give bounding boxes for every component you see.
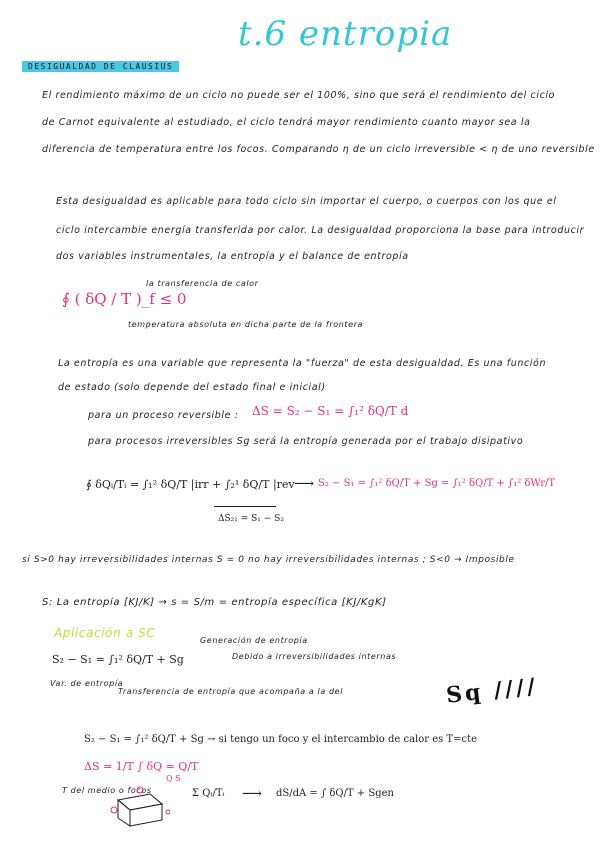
page-title: t.6 entropia (238, 14, 453, 54)
signature-scribble: Sq //// (444, 673, 540, 709)
generation-note: Debido a irreversibilidades internas (232, 652, 397, 661)
para1-line2: de Carnot equivalente al estudiado, el ciclo tendrá mayor rendimiento cuanto mayor sea la (42, 117, 531, 128)
para2-line1: Esta desigualdad es aplicable para todo ciclo sin importar el cuerpo, o cuerpos con los que el (56, 196, 557, 207)
entropy-units: S: La entropía [KJ/K] → s = S/m = entropía específica [KJ/KgK] (42, 597, 387, 608)
bottom-arrow: ⟶ (242, 786, 263, 802)
constant-t-sub: Q S (166, 774, 181, 783)
para2-line2: ciclo intercambie energía transferida por calor. La desigualdad proporciona la base para introducir (56, 225, 585, 236)
para3-line1: La entropía es una variable que representa la "fuerza" de esta desigualdad. Es una función (58, 358, 547, 369)
clausius-note-top: la transferencia de calor (146, 279, 259, 288)
clausius-inequality: ∮ ( δQ / T )_f ≤ 0 (62, 290, 187, 308)
bottom-formula: S₂ − S₁ = ∫₁² δQ/T + Sg → si tengo un foco y el intercambio de calor es T=cte (84, 734, 478, 745)
generation-label: Generación de entropía (200, 636, 308, 645)
constant-t-formula: ΔS = 1/T ∫ δQ = Q/T (84, 760, 199, 773)
application-heading: Aplicación a SC (54, 626, 156, 640)
section-tag: DESIGUALDAD DE CLAUSIUS (22, 61, 179, 72)
application-formula: S₂ − S₁ = ∫₁² δQ/T + Sg (52, 653, 184, 666)
para2-line3: dos variables instrumentales, la entropía y el balance de entropía (56, 251, 409, 262)
cycle-under-label: ΔS₂₁ = S₁ − S₂ (218, 514, 284, 524)
para1-line3: diferencia de temperatura entre los focos. Comparando η de un ciclo irreversible < η de uno reversible (42, 144, 595, 155)
irreversible-line: para procesos irreversibles Sg será la entropía generada por el trabajo disipativo (88, 436, 524, 447)
rate-formula: dS/dA = ∫ δQ/T + Sgen (276, 788, 394, 799)
cycle-left-formula: ∮ δQᵢ/Tᵢ = ∫₁² δQ/T |irr + ∫₂¹ δQ/T |rev (86, 478, 295, 491)
para3-line2: de estado (solo depende del estado final e inicial) (58, 382, 326, 393)
reversible-formula: ΔS = S₂ − S₁ = ∫₁² δQ/T d (252, 404, 409, 418)
entropy-condition: si S>0 hay irreversibilidades internas S = 0 no hay irreversibilidades internas ; S<0 → Imposible (22, 555, 515, 565)
reversible-label: para un proceso reversible : (88, 410, 239, 421)
clausius-note-bottom: temperatura absoluta en dicha parte de la frontera (128, 320, 364, 329)
sum-formula: Σ Qᵢ/Tᵢ (192, 788, 225, 799)
cycle-right-formula: S₂ − S₁ = ∫₁² δQ/T + Sg = ∫₁² δQ/T + ∫₁² δWr/T (318, 478, 556, 489)
cycle-brace (214, 506, 276, 507)
control-volume-box (110, 782, 170, 830)
variation-label: Var. de entropía (50, 679, 124, 688)
cycle-arrow: ⟶ (294, 476, 315, 492)
foco-label: T del medio o focos (62, 786, 152, 795)
transfer-label: Transferencia de entropía que acompaña a la del (118, 687, 344, 696)
para1-line1: El rendimiento máximo de un ciclo no puede ser el 100%, sino que será el rendimiento del ciclo (42, 90, 556, 101)
